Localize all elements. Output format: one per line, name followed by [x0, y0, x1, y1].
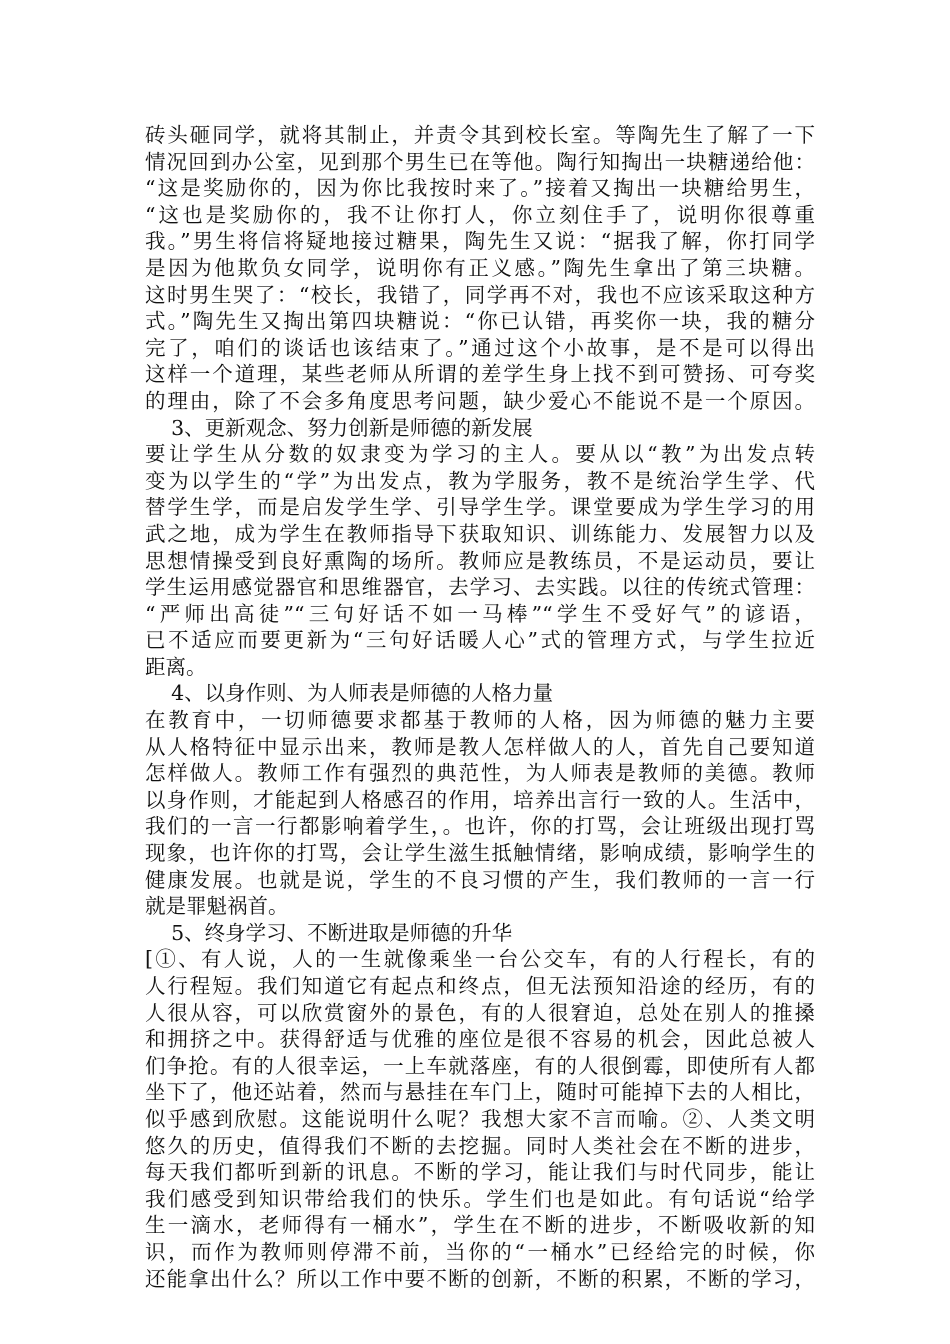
text-line: 在教育中，一切师德要求都基于教师的人格，因为师德的魅力主要 [145, 708, 815, 733]
text-line: 怎样做人。教师工作有强烈的典范性，为人师表是教师的美德。教师 [145, 761, 815, 786]
text-line: 是因为他欺负女同学，说明你有正义感。”陶先生拿出了第三块糖。 [145, 255, 815, 280]
document-body-text [145, 122, 815, 1292]
text-line: 似乎感到欣慰。这能说明什么呢？我想大家不言而喻。②、人类文明 [145, 1106, 815, 1131]
text-line: 5、终身学习、不断进取是师德的升华 [145, 920, 513, 945]
text-line: 这样一个道理，某些老师从所谓的差学生身上找不到可赞扬、可夸奖 [145, 362, 815, 387]
text-line: 我们的一言一行都影响着学生，。也许，你的打骂，会让班级出现打骂 [145, 814, 815, 839]
text-line: 4、以身作则、为人师表是师德的人格力量 [145, 681, 554, 706]
text-line: 我。”男生将信将疑地接过糖果，陶先生又说：“据我了解，你打同学 [145, 229, 815, 254]
text-line: 人行程短。我们知道它有起点和终点，但无法预知沿途的经历，有的 [145, 974, 815, 998]
text-line: 要让学生从分数的奴隶变为学习的主人。要从以“教”为出发点转 [145, 442, 815, 467]
text-line: 3、更新观念、努力创新是师德的新发展 [145, 415, 533, 440]
text-line: 这时男生哭了：“校长，我错了，同学再不对，我也不应该采取这种方 [145, 282, 815, 307]
text-line: 生一滴水，老师得有一桶水”，学生在不断的进步，不断吸收新的知 [145, 1213, 815, 1238]
text-line: 识，而作为教师则停滞不前，当你的“一桶水”已经给完的时候，你 [145, 1239, 815, 1264]
text-line: 健康发展。也就是说，学生的不良习惯的产生，我们教师的一言一行 [145, 867, 815, 892]
text-line: 距离。 [145, 654, 207, 679]
text-line: 人很从容，可以欣赏窗外的景色，有的人很窘迫，总处在别人的推搡 [145, 1000, 815, 1025]
text-line: 砖头砸同学，就将其制止，并责令其到校长室。等陶先生了解了一下 [145, 123, 815, 147]
text-line: 武之地，成为学生在教师指导下获取知识、训练能力、发展智力以及 [145, 521, 815, 546]
text-line: 学生运用感觉器官和思维器官，去学习、去实践。以往的传统式管理： [145, 575, 815, 600]
text-line: 的理由，除了不会多角度思考问题，缺少爱心不能说不是一个原因。 [145, 388, 815, 413]
text-line: 完了，咱们的谈话也该结束了。”通过这个小故事，是不是可以得出 [145, 335, 815, 360]
text-line: 已不适应而要更新为“三句好话暖人心”式的管理方式，与学生拉近 [145, 628, 815, 653]
text-line: 以身作则，才能起到人格感召的作用，培养出言行一致的人。生活中， [145, 787, 815, 812]
text-line: “严师出高徒”“三句好话不如一马棒”“学生不受好气”的谚语， [145, 601, 815, 626]
text-line: 我们感受到知识带给我们的快乐。学生们也是如此。有句话说“给学 [145, 1186, 815, 1211]
text-line: [①、有人说，人的一生就像乘坐一台公交车，有的人行程长，有的 [145, 947, 815, 972]
text-line: 悠久的历史，值得我们不断的去挖掘。同时人类社会在不断的进步， [145, 1133, 815, 1158]
text-line: 坐下了，他还站着，然而与悬挂在车门上，随时可能掉下去的人相比， [145, 1080, 815, 1105]
text-line: 思想情操受到良好熏陶的场所。教师应是教练员，不是运动员，要让 [145, 548, 815, 573]
text-line: 替学生学，而是启发学生学、引导学生学。课堂要成为学生学习的用 [145, 495, 815, 520]
text-line: 还能拿出什么？所以工作中要不断的创新，不断的积累，不断的学习， [145, 1266, 815, 1291]
text-line: 从人格特征中显示出来，教师是教人怎样做人的人，首先自己要知道 [145, 734, 815, 759]
text-line: 情况回到办公室，见到那个男生已在等他。陶行知掏出一块糖递给他： [145, 149, 815, 174]
text-line: 变为以学生的“学”为出发点，教为学服务，教不是统治学生学、代 [145, 468, 815, 493]
text-line: 就是罪魁祸首。 [145, 894, 289, 919]
text-line: 和拥挤之中。获得舒适与优雅的座位是很不容易的机会，因此总被人 [145, 1027, 815, 1052]
text-line: 现象，也许你的打骂，会让学生滋生抵触情绪，影响成绩，影响学生的 [145, 841, 815, 866]
text-line: 们争抢。有的人很幸运，一上车就落座，有的人很倒霉，即使所有人都 [145, 1053, 815, 1078]
text-line: 式。”陶先生又掏出第四块糖说：“你已认错，再奖你一块，我的糖分 [145, 309, 815, 334]
text-line: “这也是奖励你的，我不让你打人，你立刻住手了，说明你很尊重 [145, 202, 815, 227]
text-line: 每天我们都听到新的讯息。不断的学习，能让我们与时代同步，能让 [145, 1160, 815, 1185]
text-line: “这是奖励你的，因为你比我按时来了。”接着又掏出一块糖给男生， [145, 176, 815, 201]
